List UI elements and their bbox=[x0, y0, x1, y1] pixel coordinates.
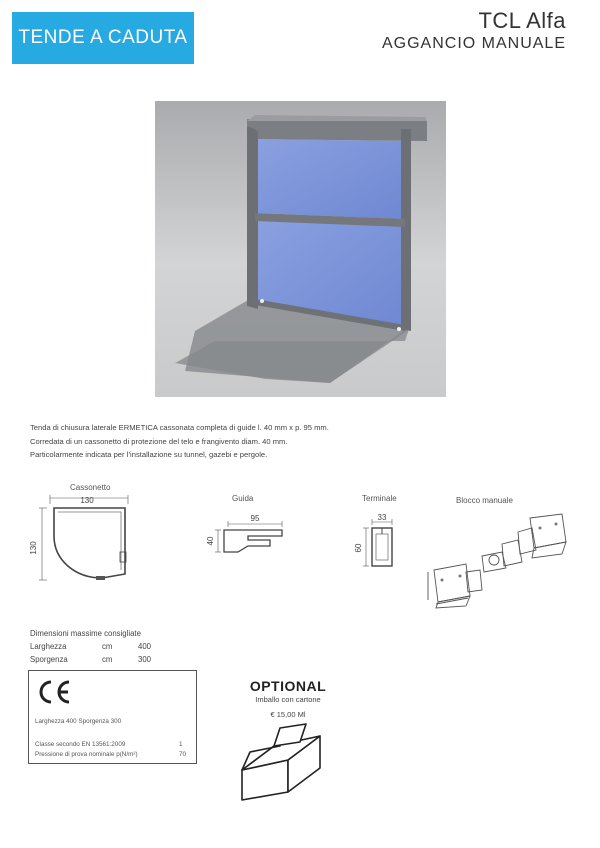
terminale-width-label: 33 bbox=[377, 513, 387, 522]
description-line: Particolarmente indicata per l’installazione su tunnel, gazebi e pergole. bbox=[30, 450, 268, 459]
terminale-dim-labels bbox=[354, 512, 398, 572]
dimension-value: 400 bbox=[138, 642, 152, 651]
optional-section bbox=[243, 678, 333, 720]
product-description bbox=[30, 421, 329, 462]
ce-certification-box bbox=[28, 670, 197, 764]
product-title bbox=[382, 10, 566, 52]
ce-class-label: Classe secondo EN 13561:2009 bbox=[35, 741, 126, 748]
description-line: Tenda di chiusura laterale ERMETICA cassonata completa di guide l. 40 mm x p. 95 mm. bbox=[30, 423, 329, 432]
terminale-caption: Terminale bbox=[362, 494, 397, 503]
cassonetto-height-label: 130 bbox=[29, 541, 38, 555]
ce-class-value: 1 bbox=[179, 741, 183, 748]
blocco-caption: Blocco manuale bbox=[456, 496, 513, 505]
guida-width-label: 95 bbox=[250, 514, 260, 523]
ce-pressure-label: Pressione di prova nominale p(N/m²) bbox=[35, 751, 138, 758]
dimensions-title: Dimensioni massime consigliate bbox=[30, 629, 141, 638]
cassonetto-caption: Cassonetto bbox=[70, 483, 111, 492]
optional-item: Imballo con cartone bbox=[255, 695, 321, 704]
description-line: Corredata di un cassonetto di protezione del telo e frangivento diam. 40 mm. bbox=[30, 436, 288, 446]
model-name: TCL Alfa bbox=[478, 8, 566, 33]
category-title: TENDE A CADUTA bbox=[18, 27, 188, 48]
optional-title: OPTIONAL bbox=[249, 678, 327, 694]
product-render-image bbox=[155, 101, 446, 397]
max-dimensions-table bbox=[30, 627, 151, 666]
category-banner bbox=[12, 12, 194, 64]
dimension-name: Larghezza bbox=[30, 642, 67, 651]
dimension-unit: cm bbox=[102, 642, 113, 651]
ce-size-line: Larghezza 400 Sporgenza 300 bbox=[35, 718, 122, 725]
blocco-manuale-drawing bbox=[422, 510, 572, 608]
terminale-height-label: 60 bbox=[354, 543, 363, 553]
dimension-unit: cm bbox=[102, 655, 113, 664]
guida-dim-labels bbox=[208, 512, 288, 557]
dimension-name: Sporgenza bbox=[30, 655, 68, 664]
ce-mark-logo bbox=[35, 679, 75, 705]
guida-caption: Guida bbox=[232, 494, 254, 503]
cassonetto-width-label: 130 bbox=[80, 496, 94, 505]
dimension-value: 300 bbox=[138, 655, 152, 664]
guida-height-label: 40 bbox=[206, 536, 215, 546]
optional-price: € 15,00 Ml bbox=[270, 710, 306, 719]
model-subtitle: AGGANCIO MANUALE bbox=[381, 35, 566, 52]
table-row bbox=[30, 653, 151, 666]
cardboard-box-icon bbox=[236, 722, 326, 802]
cassonetto-dim-labels bbox=[30, 492, 140, 592]
table-row bbox=[30, 640, 151, 653]
ce-pressure-value: 70 bbox=[179, 751, 187, 758]
